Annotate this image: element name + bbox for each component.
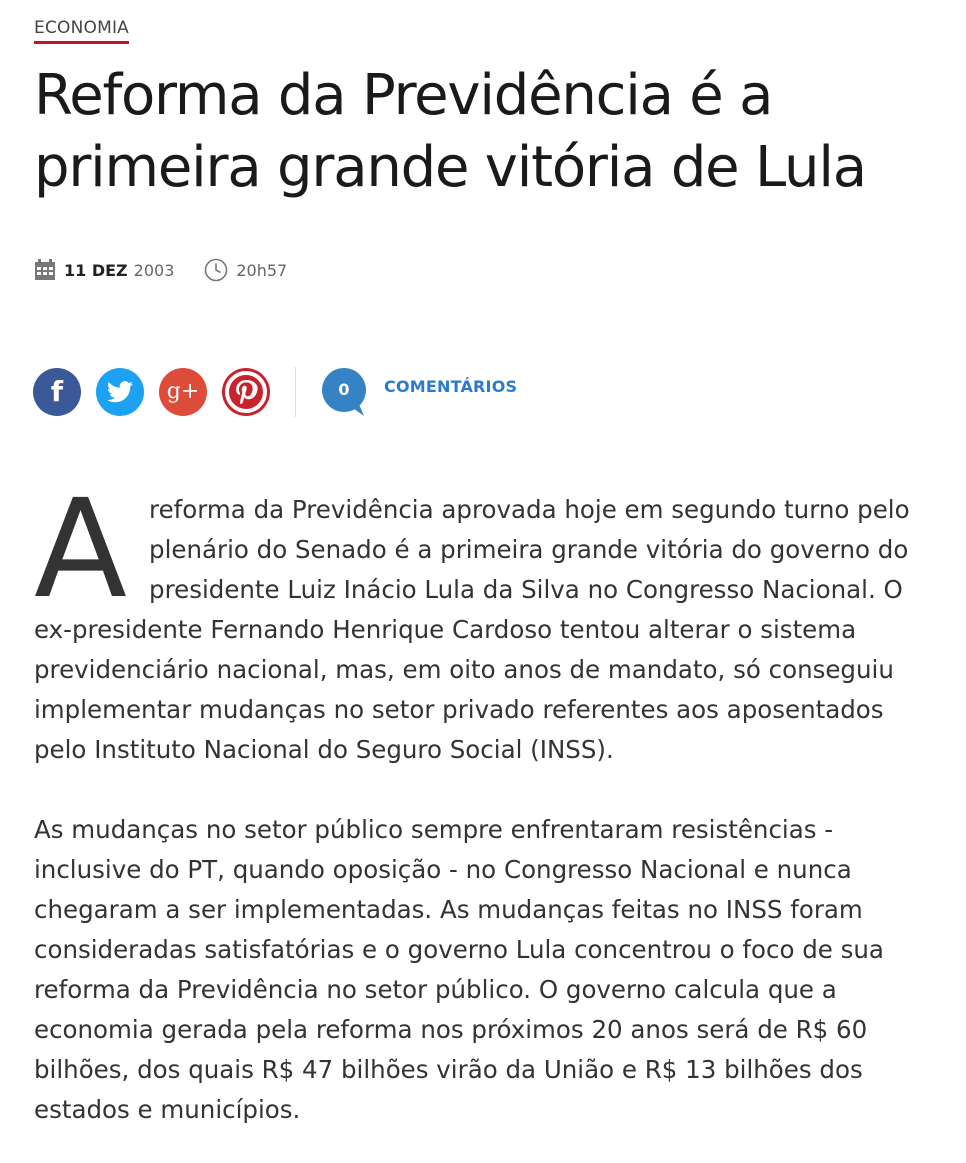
pinterest-share-button[interactable] xyxy=(222,368,270,416)
paragraph-2: As mudanças no setor público sempre enfrentaram resistências - inclusive do PT, quando oposição - no Congresso Nacional e nunca chegaram a ser implementadas. As mudanças feitas no INSS foram consideradas satisfatórias e o governo Lula concentrou o foco de sua reforma da Previdência no setor público. O governo calcula que a economia gerada pela reforma nos próximos 20 anos será de R$ 60 bilhões, dos quais R$ 47 bilhões virão da União e R$ 13 bilhões dos estados e municípios. xyxy=(34,815,884,1124)
comments-link[interactable]: COMENTÁRIOS xyxy=(384,376,518,396)
article-meta xyxy=(34,257,287,283)
category-link[interactable]: ECONOMIA xyxy=(34,18,129,44)
twitter-icon xyxy=(107,381,133,403)
facebook-share-button[interactable] xyxy=(33,368,81,416)
twitter-share-button[interactable] xyxy=(96,368,144,416)
publish-time: 20h57 xyxy=(236,260,288,280)
facebook-icon: f xyxy=(50,375,64,408)
date-year: 2003 xyxy=(133,260,175,280)
share-bar xyxy=(33,366,517,418)
googleplus-icon: g+ xyxy=(166,379,200,404)
calendar-icon xyxy=(34,259,56,281)
clock-icon xyxy=(204,258,228,282)
dropcap: A xyxy=(34,471,128,629)
comment-count: 0 xyxy=(338,380,350,399)
date-day: 11 DEZ xyxy=(64,260,128,280)
comments-button[interactable] xyxy=(320,368,368,416)
article-body xyxy=(34,471,942,1130)
article-headline: Reforma da Previdência é a primeira grande vitória de Lula xyxy=(34,63,866,200)
googleplus-share-button[interactable] xyxy=(159,368,207,416)
pinterest-icon xyxy=(222,368,270,416)
paragraph-1-text: reforma da Previdência aprovada hoje em segundo turno pelo plenário do Senado é a primeira grande vitória do governo do presidente Luiz Inácio Lula da Silva no Congresso Nacional. O ex-presidente Fernando Henrique Cardoso tentou alterar o sistema previdenciário nacional, mas, em oito anos de mandato, só conseguiu implementar mudanças no setor privado referentes aos aposentados pelo Instituto Nacional do Seguro Social (INSS). xyxy=(34,495,910,764)
paragraph-1 xyxy=(34,471,942,770)
share-divider xyxy=(295,367,296,417)
